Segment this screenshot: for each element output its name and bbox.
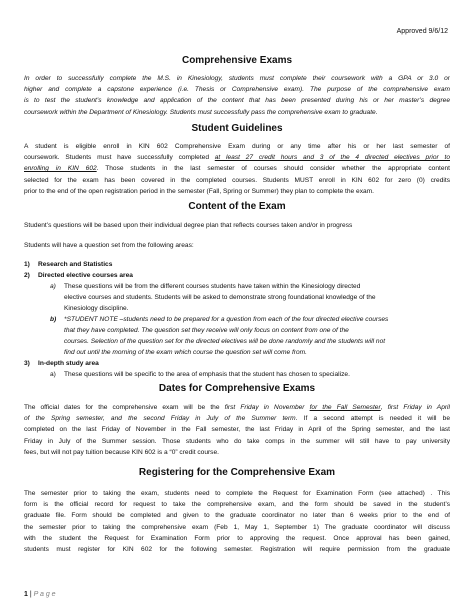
footer-separator: | — [27, 591, 34, 598]
dates-heading: Dates for Comprehensive Exams — [158, 383, 316, 394]
guidelines-text: . Those students in the last semester of courses should consider whether the appropriate content — [96, 165, 450, 173]
dates-line — [24, 402, 450, 413]
intro-line: coursework within the Department of Kinesiology. Students must successfully pass the comprehensive exam to graduate. — [24, 108, 378, 116]
dates-text: first Friday in November — [224, 404, 310, 411]
area-number-2: 2) — [24, 272, 30, 279]
guidelines-line: selected for the exam has been covered in the completed courses. Students MUST enroll in KIN 602 for zero (0) credits — [24, 176, 450, 184]
dates-line: fees, but will not pay tuition because KIN 602 is a “0” credit course. — [24, 448, 219, 456]
comprehensive-exams-heading: Comprehensive Exams — [181, 55, 293, 66]
registering-line: The semester prior to taking the exam, students need to complete the Request for Examination Form (see attached) . This — [24, 490, 450, 497]
registering-line: the semester prior to taking the comprehensive exam (Feb 1, May 1, September 1) The graduate coordinator will discuss — [24, 523, 450, 531]
registering-paragraph — [24, 488, 450, 555]
content-of-exam-heading: Content of the Exam — [188, 201, 286, 212]
dates-text: first Friday in April — [387, 404, 450, 411]
guidelines-line: prior to the end of the open registration period in the semester (Fall, Spring or Summer) they plan to complete the exam. — [24, 187, 375, 195]
registering-line: form is the official record for request to take the comprehensive exam, and the form should be saved in the student’s — [24, 501, 450, 509]
guidelines-line: A student is eligible enroll in KIN 602 Comprehensive Exam during or any time after his or her last semester of — [24, 143, 450, 150]
sub-item-c-label: a) — [50, 371, 56, 378]
fall-semester-text: for the Fall Semester — [309, 404, 381, 411]
student-note-line: that they have completed. The question set they receive will only focus on content from one of the — [64, 327, 349, 334]
intro-line: is to test the student’s knowledge and application of the content that has been presented during his or her master’s degree — [24, 97, 450, 105]
page-footer — [24, 591, 56, 598]
intro-line: In order to successfully complete the M.S. in Kinesiology, students must complete their coursework with a GPA or 3.0 or — [24, 75, 450, 82]
page-label: P a g e — [33, 591, 56, 598]
dates-text: The official dates for the comprehensive exam will be the — [24, 404, 225, 411]
area-number-1: 1) — [24, 261, 30, 268]
intro-line: higher and complete a capstone experience (i.e. Thesis or Comprehensive exam). The purpose of the comprehensive exam — [24, 86, 450, 94]
dates-paragraph — [24, 402, 450, 458]
student-note-line: *STUDENT NOTE –students need to be prepared for a question from each of the four directed elective courses — [64, 316, 389, 323]
sub-item-a-line: These questions will be from the different courses students have taken within the Kinesiology directed — [64, 283, 361, 290]
credit-requirement-text: at least 27 credit hours and 3 of the 4 directed electives prior to — [214, 154, 450, 162]
approved-date: Approved 9/6/12 — [396, 28, 448, 35]
sub-item-a-label: a) — [50, 283, 56, 290]
guidelines-paragraph — [24, 141, 450, 197]
dates-text: of the Spring semester, and the second Friday in July of the Summer term — [24, 415, 296, 423]
content-paragraph-1: Student’s questions will be based upon their individual degree plan that reflects courses taken and/or in progress — [24, 222, 353, 229]
sub-item-a-line: elective courses and students. Students will be asked to demonstrate strong foundational knowledge of the — [64, 294, 376, 301]
dates-text: . If a second attempt is needed it will be — [295, 415, 450, 423]
intro-paragraph — [24, 73, 450, 118]
area-research-statistics: Research and Statistics — [38, 261, 113, 268]
guidelines-line — [24, 152, 450, 163]
registering-heading: Registering for the Comprehensive Exam — [138, 467, 336, 478]
student-guidelines-heading: Student Guidelines — [191, 123, 283, 134]
dates-line: completed on the last Friday of November in the Fall semester, the last Friday in April of the Spring semester, and the last — [24, 426, 450, 434]
sub-item-a-line: Kinesiology discipline. — [64, 305, 129, 312]
dates-line — [24, 413, 450, 424]
dates-text: , — [380, 404, 388, 411]
student-note-line: courses. Selection of the question set for the directed electives will be done randomly and the students will not — [64, 338, 386, 345]
registering-line: with the student the Request for Examination Form prior to approving the request. Once approval has been gained, — [24, 534, 450, 542]
page-number: 1 — [24, 591, 28, 598]
guidelines-line — [24, 163, 450, 174]
registering-line: students must register for KIN 602 for the following semester. Registration will require permission from the graduate — [24, 546, 450, 554]
guidelines-text: coursework. Students must have successfully completed — [24, 154, 215, 162]
registering-line: graduate file. Form should be completed and given to the graduate coordinator no later than 6 weeks prior to the end of — [24, 512, 450, 520]
area-number-3: 3) — [24, 360, 30, 367]
enrolling-kin602-text: enrolling in KIN 602 — [24, 165, 97, 173]
area-directed-electives: Directed elective courses area — [38, 272, 133, 279]
content-paragraph-2: Students will have a question set from the following areas: — [24, 242, 194, 249]
sub-item-c-line: These questions will be specific to the area of emphasis that the student has chosen to specialize. — [64, 371, 350, 378]
sub-item-b-label: b) — [50, 316, 57, 323]
area-in-depth-study: In-depth study area — [38, 360, 99, 367]
dates-line: Friday in July of the Summer session. Those students who do take comps in the summer will still have to pay university — [24, 437, 450, 445]
student-note-line: find out until the morning of the exam which course the question set will come from. — [64, 349, 307, 356]
